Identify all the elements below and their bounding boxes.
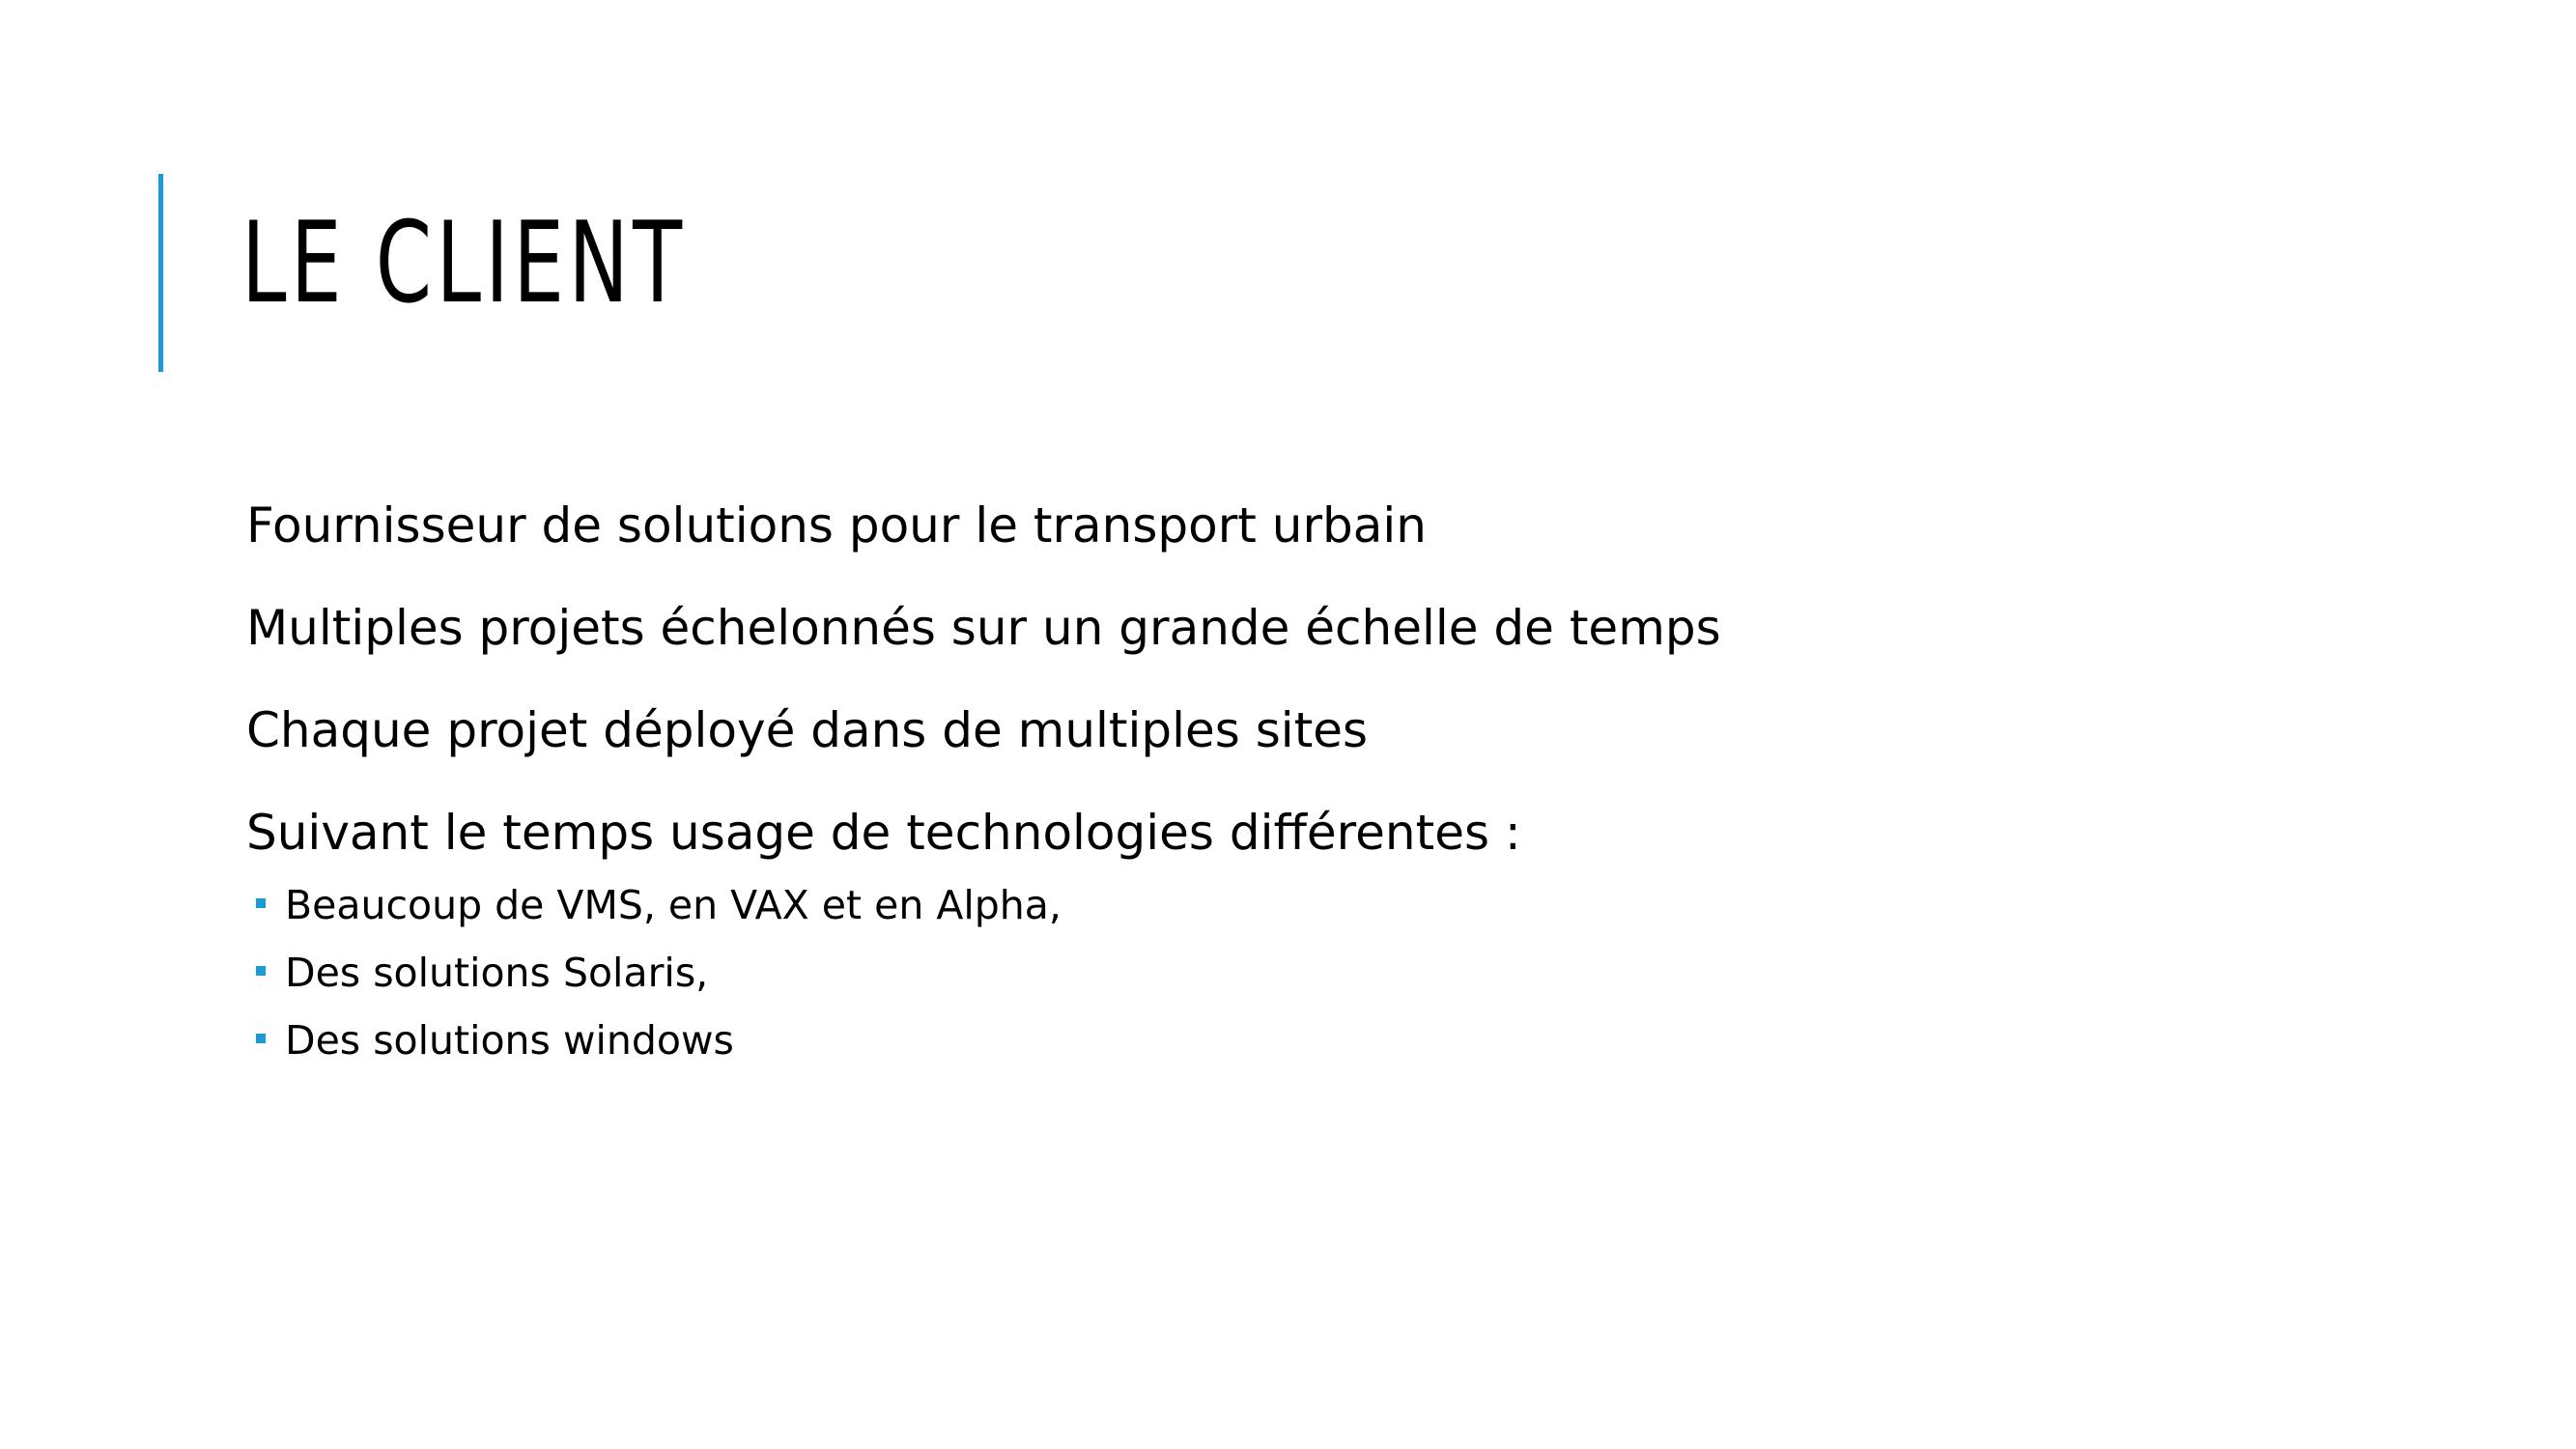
list-item-label: Beaucoup de VMS, en VAX et en Alpha,: [285, 882, 1062, 928]
list-item: [246, 879, 2371, 931]
body-paragraph: Suivant le temps usage de technologies différentes :: [246, 805, 1521, 861]
sub-bullet-list: [246, 879, 2371, 1066]
list-item: [246, 1014, 2371, 1066]
square-bullet-icon: [256, 1034, 266, 1043]
list-item: [246, 947, 2371, 999]
slide-title: LE CLIENT: [241, 198, 687, 328]
title-accent-bar: [158, 174, 163, 372]
square-bullet-icon: [256, 966, 266, 976]
list-item-label: Des solutions windows: [285, 1017, 734, 1064]
slide-body: [246, 491, 2371, 1082]
list-item-label: Des solutions Solaris,: [285, 950, 709, 996]
body-paragraph: Fournisseur de solutions pour le transport urbain: [246, 497, 1427, 554]
square-bullet-icon: [256, 898, 266, 908]
body-paragraph: Multiples projets échelonnés sur un grande échelle de temps: [246, 600, 1721, 656]
body-paragraph: Chaque projet déployé dans de multiples sites: [246, 702, 1369, 758]
